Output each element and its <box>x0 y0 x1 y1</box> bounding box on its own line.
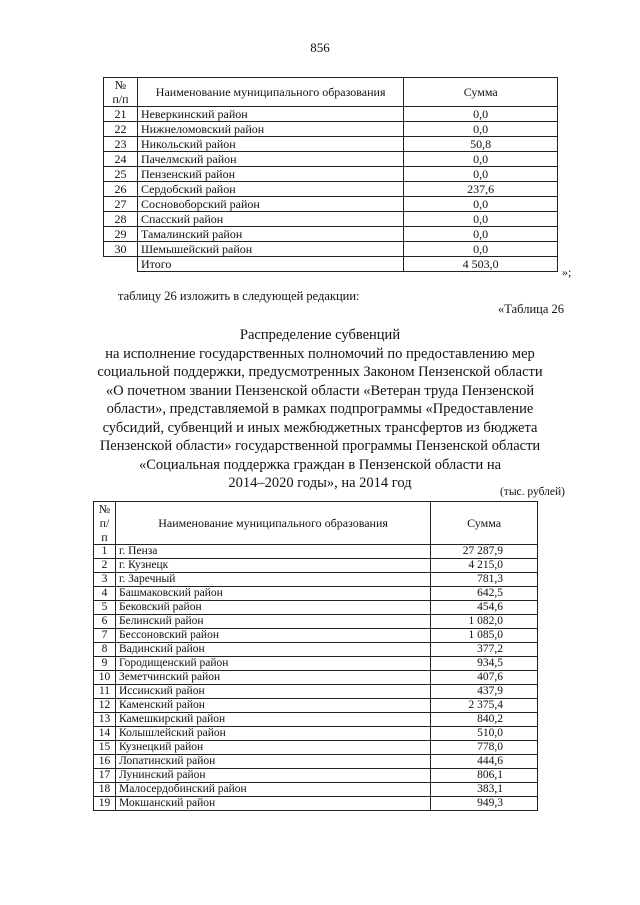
row-number: 27 <box>104 197 138 212</box>
municipality-name: Тамалинский район <box>137 227 403 242</box>
row-number: 23 <box>104 137 138 152</box>
municipality-name: Белинский район <box>115 615 430 629</box>
municipality-name: Каменский район <box>115 699 430 713</box>
title-line: «О почетном звании Пензенской области «Ветеран труда Пензенской <box>105 382 535 399</box>
amount: 778,0 <box>431 741 538 755</box>
municipality-name: Лунинский район <box>115 769 430 783</box>
row-number: 18 <box>94 783 116 797</box>
row-number: 22 <box>104 122 138 137</box>
row-number: 7 <box>94 629 116 643</box>
row-number: 4 <box>94 587 116 601</box>
municipality-name: Городищенский район <box>115 657 430 671</box>
amount: 383,1 <box>431 783 538 797</box>
municipality-name: Башмаковский район <box>115 587 430 601</box>
units-label: (тыс. рублей) <box>499 486 565 498</box>
table-row <box>94 797 538 811</box>
header-sum: Сумма <box>404 78 558 107</box>
amount: 50,8 <box>404 137 558 152</box>
municipality-name: Земетчинский район <box>115 671 430 685</box>
row-number: 15 <box>94 741 116 755</box>
amount: 0,0 <box>404 197 558 212</box>
row-number: 21 <box>104 107 138 122</box>
municipality-name: Нижнеломовский район <box>137 122 403 137</box>
header-name: Наименование муниципального образования <box>137 78 403 107</box>
municipality-name: Сердобский район <box>137 182 403 197</box>
municipality-name: Колышлейский район <box>115 727 430 741</box>
table-row <box>94 601 538 615</box>
municipality-name: Спасский район <box>137 212 403 227</box>
row-number: 16 <box>94 755 116 769</box>
amount: 454,6 <box>431 601 538 615</box>
municipality-name: Пачелмский район <box>137 152 403 167</box>
municipality-name: Лопатинский район <box>115 755 430 769</box>
row-number: 11 <box>94 685 116 699</box>
table-row <box>94 685 538 699</box>
title-line: Распределение субвенций <box>239 327 401 343</box>
amount: 806,1 <box>431 769 538 783</box>
table-row <box>94 755 538 769</box>
table-row <box>94 741 538 755</box>
municipality-name: Мокшанский район <box>115 797 430 811</box>
municipality-name: Пензенский район <box>137 167 403 182</box>
table-row <box>94 573 538 587</box>
quote-close-suffix: »; <box>562 265 572 279</box>
row-number: 30 <box>104 242 138 257</box>
header-num: № п/п <box>104 78 138 107</box>
row-number: 5 <box>94 601 116 615</box>
amount: 642,5 <box>431 587 538 601</box>
table-subsidies-continued <box>103 77 558 272</box>
table-row <box>104 197 558 212</box>
row-number: 2 <box>94 559 116 573</box>
row-number: 26 <box>104 182 138 197</box>
amount: 407,6 <box>431 671 538 685</box>
table-row <box>104 107 558 122</box>
amount: 0,0 <box>404 212 558 227</box>
amount: 4 215,0 <box>431 559 538 573</box>
municipality-name: Вадинский район <box>115 643 430 657</box>
municipality-name: Сосновоборский район <box>137 197 403 212</box>
row-number: 25 <box>104 167 138 182</box>
amount: 0,0 <box>404 107 558 122</box>
title-line: 2014–2020 годы», на 2014 год <box>228 475 412 491</box>
table-row <box>104 242 558 257</box>
title-line: субсидий, субвенций и иных межбюджетных трансфертов из бюджета <box>102 419 538 436</box>
table-row <box>104 212 558 227</box>
amount: 781,3 <box>431 573 538 587</box>
row-number: 12 <box>94 699 116 713</box>
total-row <box>104 257 558 272</box>
title-line: Пензенской области» государственной программы Пензенской области <box>99 438 541 454</box>
title-line: социальной поддержки, предусмотренных Законом Пензенской области <box>97 364 543 380</box>
amount: 949,3 <box>431 797 538 811</box>
table-reference: «Таблица 26 <box>498 302 564 316</box>
row-number: 24 <box>104 152 138 167</box>
municipality-name: Бессоновский район <box>115 629 430 643</box>
row-number: 3 <box>94 573 116 587</box>
row-number: 9 <box>94 657 116 671</box>
municipality-name: Шемышейский район <box>137 242 403 257</box>
table-row <box>94 545 538 559</box>
header-num: № п/п <box>94 502 116 545</box>
row-number: 1 <box>94 545 116 559</box>
municipality-name: Малосердобинский район <box>115 783 430 797</box>
title-line: на исполнение государственных полномочий по предоставлению мер <box>105 345 535 362</box>
table-row <box>94 587 538 601</box>
amount: 0,0 <box>404 227 558 242</box>
municipality-name: Иссинский район <box>115 685 430 699</box>
total-empty-cell <box>104 257 138 272</box>
municipality-name: Бековский район <box>115 601 430 615</box>
amount: 237,6 <box>404 182 558 197</box>
table-row <box>94 615 538 629</box>
amount: 1 085,0 <box>431 629 538 643</box>
table-header-row <box>104 78 558 107</box>
title-line: «Социальная поддержка граждан в Пензенской области на <box>138 456 502 473</box>
table-header-row <box>94 502 538 545</box>
amount: 0,0 <box>404 152 558 167</box>
amount: 377,2 <box>431 643 538 657</box>
amount: 840,2 <box>431 713 538 727</box>
amount: 0,0 <box>404 122 558 137</box>
row-number: 29 <box>104 227 138 242</box>
table-row <box>94 713 538 727</box>
municipality-name: Кузнецкий район <box>115 741 430 755</box>
amount: 0,0 <box>404 167 558 182</box>
table-row <box>94 699 538 713</box>
row-number: 19 <box>94 797 116 811</box>
municipality-name: г. Кузнецк <box>115 559 430 573</box>
row-number: 13 <box>94 713 116 727</box>
row-number: 17 <box>94 769 116 783</box>
municipality-name: г. Пенза <box>115 545 430 559</box>
header-name: Наименование муниципального образования <box>115 502 430 545</box>
municipality-name: г. Заречный <box>115 573 430 587</box>
document-title <box>60 326 580 493</box>
total-amount: 4 503,0 <box>404 257 558 272</box>
amount: 510,0 <box>431 727 538 741</box>
row-number: 8 <box>94 643 116 657</box>
table-row <box>94 727 538 741</box>
row-number: 6 <box>94 615 116 629</box>
table-row <box>104 137 558 152</box>
instruction-text: таблицу 26 изложить в следующей редакции: <box>118 289 360 303</box>
title-line: области», представляемой в рамках подпрограммы «Предоставление <box>106 401 534 417</box>
table-row <box>94 769 538 783</box>
amount: 444,6 <box>431 755 538 769</box>
table-row <box>104 152 558 167</box>
table-row <box>94 671 538 685</box>
municipality-name: Неверкинский район <box>137 107 403 122</box>
table-row <box>104 167 558 182</box>
row-number: 28 <box>104 212 138 227</box>
table-row <box>104 182 558 197</box>
municipality-name: Никольский район <box>137 137 403 152</box>
amount: 437,9 <box>431 685 538 699</box>
table-row <box>94 783 538 797</box>
amount: 27 287,9 <box>431 545 538 559</box>
table-row <box>94 629 538 643</box>
amount: 934,5 <box>431 657 538 671</box>
total-label: Итого <box>137 257 403 272</box>
row-number: 10 <box>94 671 116 685</box>
table-row <box>94 657 538 671</box>
amount: 0,0 <box>404 242 558 257</box>
table-row <box>104 227 558 242</box>
table-row <box>104 122 558 137</box>
row-number: 14 <box>94 727 116 741</box>
page-number: 856 <box>310 40 330 55</box>
table-row <box>94 559 538 573</box>
table-row <box>94 643 538 657</box>
table-26-subventions <box>93 501 538 811</box>
header-sum: Сумма <box>431 502 538 545</box>
municipality-name: Камешкирский район <box>115 713 430 727</box>
amount: 1 082,0 <box>431 615 538 629</box>
amount: 2 375,4 <box>431 699 538 713</box>
